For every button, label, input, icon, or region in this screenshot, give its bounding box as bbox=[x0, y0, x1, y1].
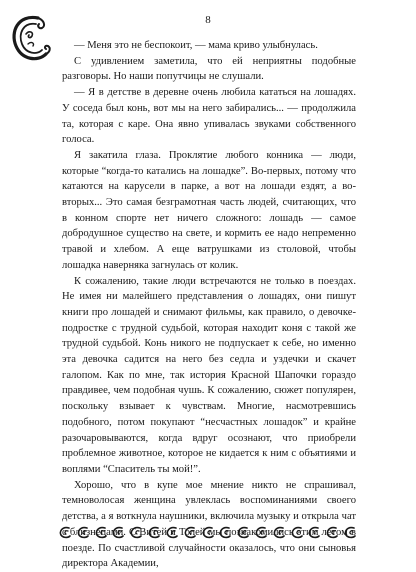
paragraph: К сожалению, такие люди встречаются не только в поездах. Не имея ни малейшего представления о лошадях, они пишут книги про лошадей и снимают фильмы, как правило, о девочке-подростке с трудной судьбой, которая находит коня с такой же трудной судьбой. Конь никого не подпускает к себе, но именно эта девочка садится на него без седла и уздечки и скачет галопом. Как по мне, так история Красной Шапочки гораздо правдивее, чем подобная чушь. К сожалению, сюжет популярен, поскольку взывает к чувствам. Многие, насмотревшись подобного, потом покупают “несчастных лошадок” и крайне разочаровываются, когда вдруг осознают, что приобрели проблемное животное, которое не кидается к ним с объятиями и воплями “Спаситель ты мой!”. bbox=[62, 275, 356, 475]
horseshoe-curl-icon bbox=[129, 526, 144, 539]
horseshoe-curl-icon bbox=[307, 526, 322, 539]
horseshoe-curl-icon bbox=[76, 526, 91, 539]
horseshoe-curl-icon bbox=[218, 526, 233, 539]
horseshoe-curl-border bbox=[58, 525, 358, 539]
horseshoe-curl-icon bbox=[290, 526, 305, 539]
body-text bbox=[62, 38, 356, 572]
paragraph: — Меня это не беспокоит, — мама криво улыбнулась. bbox=[74, 40, 318, 51]
paragraph: Я закатила глаза. Проклятие любого конника — люди, которые “когда-то катались на лошадке”. Во-первых, потому что катаются на карусели в парке, а вот на лошади ездят, а во-вторых... Это самая безграмотная часть людей, считающих, что в конном спорте нет ничего сложного: лошадь — самое добродушное существо на свете, и кормить ее надо непременно травой и хлебом. А еще ватрушками из столовой, чтобы лошадка наверняка загнулась от колик. bbox=[62, 149, 356, 271]
horseshoe-curl-icon bbox=[58, 526, 73, 539]
horseshoe-curl-icon bbox=[325, 526, 340, 539]
paragraph: — Я в детстве в деревне очень любила кататься на лошадях. У соседа был конь, вот мы на него забирались... — продолжила та, которая с каре. Она явно упивалась звуками собственного голоса. bbox=[62, 87, 356, 146]
horseshoe-curl-icon bbox=[236, 526, 251, 539]
horseshoe-curl-icon bbox=[201, 526, 216, 539]
paragraph: Хорошо, что в купе мое мнение никто не спрашивал, темноволосая женщина увлеклась воспоминаниями своего детства, а я воткнула наушники, включила музыку и открыла чат с близнецами. С Витей и Толей мы познакомились этим летом в поезде. По счастливой случайности оказалось, что они сыновья директора Академии, bbox=[62, 479, 356, 570]
horseshoe-curl-icon bbox=[272, 526, 287, 539]
horseshoe-curl-icon bbox=[94, 526, 109, 539]
horseshoe-curl-icon bbox=[183, 526, 198, 539]
page-number: 8 bbox=[205, 14, 211, 26]
horseshoe-curl-icon bbox=[147, 526, 162, 539]
horseshoe-curl-icon bbox=[111, 526, 126, 539]
horseshoe-curl-icon bbox=[165, 526, 180, 539]
horseshoe-curl-icon bbox=[343, 526, 358, 539]
paragraph: С удивлением заметила, что ей неприятны подобные разговоры. Но наши попутчицы не слушали. bbox=[62, 55, 356, 83]
horseshoe-curl-icon bbox=[254, 526, 269, 539]
